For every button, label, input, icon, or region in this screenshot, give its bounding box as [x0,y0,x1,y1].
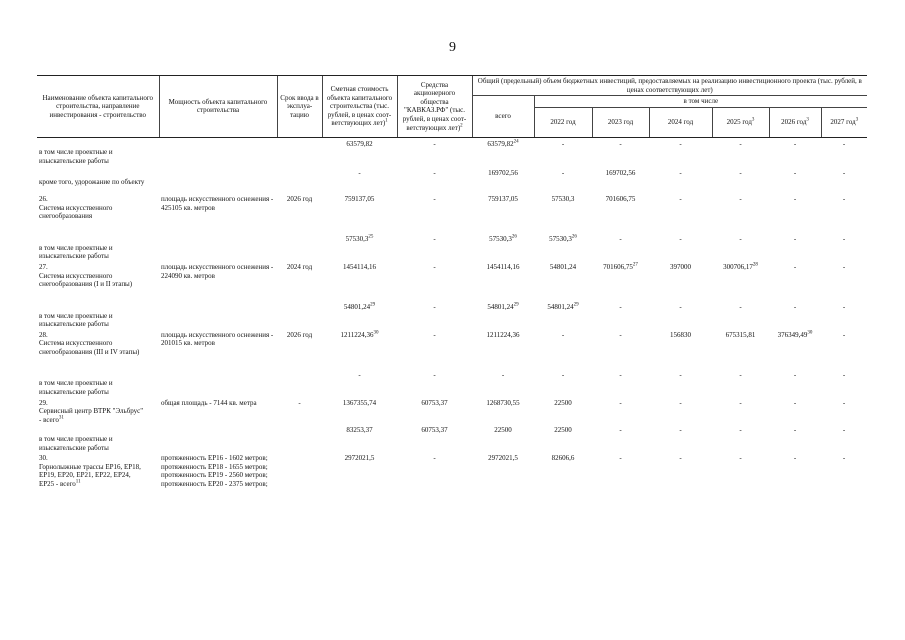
year-value-cell: - [793,370,797,379]
header-budget: Общий (предельный) объем бюджетных инвестиций, предоставляемых на реализацию инвестиционного проекта (тыс. рублей, в ценах соответствующих лет) [472,76,867,96]
table-row [37,424,867,452]
year-value-cell: - [842,454,846,463]
investment-table [37,75,867,532]
year-value-cell: - [739,426,742,435]
year-value-cell: - [739,139,742,148]
year-value-cell: - [739,454,742,463]
table-row [37,233,867,261]
header-year: 2023 год [592,107,649,137]
year-value-cell: - [793,303,797,312]
year-value-cell: - [793,235,797,244]
year-value-cell: - [739,235,742,244]
capacity-cell [159,233,277,261]
object-name: в том числе проектные и изыскательские работы [39,148,113,165]
year-value-cell: - [842,330,846,339]
object-name: 26.Система искусственного снегообразования [39,195,113,221]
table-row [37,369,867,397]
funds-cell: - [433,169,436,178]
cost-cell: 1211224,36$^{30}$ [340,330,379,339]
capacity-cell [159,301,277,329]
year-value-cell: - [842,303,846,312]
cost-cell: 54801,24$^{29}$ [343,302,376,312]
header-year: 2026 год$^3$ [769,107,821,137]
total-cell: 22500 [494,426,512,435]
total-cell: 2972021,5 [488,454,518,463]
total-cell: 1211224,36 [486,330,520,339]
total-cell: 759137,05 [488,195,518,204]
year-value-cell: - [679,195,682,204]
year-value-cell: - [739,169,742,178]
table-row [37,301,867,329]
cost-cell: 1367355,74 [342,398,377,407]
term-cell [277,137,322,167]
object-name: в том числе проектные и изыскательские работы [39,243,113,261]
funds-cell: - [433,139,436,148]
capacity-cell [159,167,277,193]
year-value-cell: - [793,426,797,435]
header-cost: Сметная стоимость объекта капитального строительства (тыс. рублей, в ценах соот-ветствующих лет)$^1$ [322,76,397,138]
total-cell: 1454114,16 [486,263,520,272]
year-value-cell: - [619,426,622,435]
year-value-cell: - [739,303,742,312]
capacity-cell [159,137,277,167]
cost-cell: 83253,37 [346,426,373,435]
year-value-cell: - [842,398,846,407]
object-name: в том числе проектные и изыскательские работы [39,435,113,452]
year-value-cell: - [679,139,682,148]
header-funds: Средства акционерного общества "КАВКАЗ.РФ" (тыс. рублей, в ценах соот-ветствующих лет)$^2$ [397,76,472,138]
term-cell [277,424,322,452]
cost-cell: 2972021,5 [344,454,375,463]
year-value-cell: - [619,330,622,339]
term-cell: - [298,398,301,407]
year-value-cell: 22500 [554,398,572,407]
capacity-cell [159,424,277,452]
object-name: кроме того, удорожание по объекту [39,177,145,186]
header-including: в том числе [534,96,867,108]
year-value-cell: - [842,426,846,435]
funds-cell: 60753,37 [421,398,448,407]
total-cell: 57530,3$^{26}$ [489,234,517,244]
capacity-cell: площадь искусственного оснежения - 224090 кв. метров [161,263,274,280]
year-value-cell: - [842,169,846,178]
year-value-cell: - [842,263,846,272]
year-value-cell: - [619,454,622,463]
table-row [37,261,867,301]
year-value-cell: - [679,398,682,407]
year-value-cell: - [739,195,742,204]
table-row [37,137,867,167]
term-cell [277,301,322,329]
year-value-cell: 701606,75 [605,195,636,204]
object-name: 29.Сервисный центр ВТРК "Эльбрус" - всего$^{31}$ [39,398,144,424]
year-value-cell: 22500 [554,426,572,435]
year-value-cell: - [793,139,797,148]
total-cell: 63579,82$^{24}$ [487,139,519,148]
year-value-cell: 57530,3 [551,195,575,204]
year-value-cell: - [842,235,846,244]
funds-cell: - [433,303,436,312]
term-cell [277,452,322,532]
year-value-cell: 300706,17$^{28}$ [723,262,758,272]
cost-cell: 759137,05 [344,195,375,204]
year-value-cell: - [561,330,565,339]
term-cell: 2026 год [286,330,313,339]
year-value-cell: - [561,370,565,379]
year-value-cell: - [679,169,682,178]
year-value-cell: - [793,398,797,407]
year-value-cell: - [739,370,742,379]
year-value-cell: 376349,49$^{30}$ [777,330,813,339]
header-term: Срок ввода в эксплуа-тацию [277,76,322,138]
year-value-cell: - [679,426,682,435]
year-value-cell: 156830 [670,330,691,339]
year-value-cell: - [679,454,682,463]
year-value-cell: - [793,169,797,178]
year-value-cell: - [619,235,622,244]
object-name: 27.Система искусственного снегообразования (I и II этапы) [39,263,133,289]
funds-cell: - [433,370,436,379]
term-cell [277,167,322,193]
year-value-cell: - [561,169,565,178]
year-value-cell: - [619,139,622,148]
table-body [37,137,867,532]
year-value-cell: - [619,303,622,312]
funds-cell: - [433,195,436,204]
year-value-cell: 169702,56 [605,169,636,178]
year-value-cell: - [793,263,797,272]
cost-cell: 63579,82 [346,139,373,148]
funds-cell: - [433,263,436,272]
header-year: 2024 год [649,107,712,137]
term-cell [277,233,322,261]
year-value-cell: - [793,454,797,463]
term-cell: 2026 год [286,195,313,204]
header-name: Наименование объекта капитального строительства, направление инвестирования - строительство [37,76,159,138]
year-value-cell: - [619,370,622,379]
table-row [37,193,867,233]
table-row [37,452,867,532]
cost-cell: 57530,3$^{25}$ [345,234,374,244]
funds-cell: - [433,330,436,339]
header-year: 2027 год$^3$ [821,107,867,137]
table-row [37,167,867,193]
year-value-cell: - [842,195,846,204]
cost-cell: - [358,169,361,178]
header-capacity: Мощность объекта капитального строительства [159,76,277,138]
header-total: всего [472,96,534,138]
object-name: 28.Система искусственного снегообразования (III и IV этапы) [39,330,140,357]
year-value-cell: - [679,235,682,244]
capacity-cell [159,369,277,397]
table-row [37,329,867,369]
year-value-cell: 57530,3$^{26}$ [549,234,577,244]
year-value-cell: 54801,24 [549,263,577,272]
year-value-cell: - [679,370,682,379]
year-value-cell: - [842,370,846,379]
page-number: 9 [449,40,456,55]
object-name: в том числе проектные и изыскательские работы [39,311,113,329]
capacity-cell: общая площадь - 7144 кв. метра [161,398,257,407]
capacity-cell: протяженность ЕР16 - 1602 метров; протяженность ЕР18 - 1655 метров; протяженность ЕР19 - 2560 метров; протяженность ЕР20 - 2375 метров; [161,454,268,488]
total-cell: 1268730,55 [486,398,520,407]
total-cell: 54801,24$^{29}$ [487,302,519,312]
capacity-cell: площадь искусственного оснежения - 425105 кв. метров [161,195,274,212]
table-row [37,397,867,425]
funds-cell: - [433,454,436,463]
year-value-cell: - [793,195,797,204]
cost-cell: - [358,370,361,379]
year-value-cell: - [739,398,742,407]
year-value-cell: - [619,398,622,407]
funds-cell: - [433,235,436,244]
header-year: 2022 год [534,107,592,137]
total-cell: - [501,370,505,379]
year-value-cell: 54801,24$^{29}$ [547,302,579,312]
header-year: 2025 год$^3$ [712,107,769,137]
table-header [37,76,867,138]
year-value-cell: 701606,75$^{27}$ [603,262,638,272]
funds-cell: 60753,37 [421,426,448,435]
capacity-cell: площадь искусственного оснежения - 201015 кв. метров [161,330,274,348]
year-value-cell: 82606,6 [551,454,575,463]
year-value-cell: - [561,139,565,148]
year-value-cell: - [842,139,846,148]
total-cell: 169702,56 [488,169,518,178]
object-name: 30.Горнолыжные трассы ЕР16, ЕР18, ЕР19, ЕР20, ЕР21, ЕР22, ЕР24, ЕР25 - всего$^{11}$ [39,454,141,488]
year-value-cell: 675315,81 [725,330,756,339]
cost-cell: 1454114,16 [343,263,376,272]
term-cell [277,369,322,397]
year-value-cell: - [679,303,682,312]
year-value-cell: 397000 [670,263,691,272]
object-name: в том числе проектные и изыскательские работы [39,379,113,397]
term-cell: 2024 год [286,263,313,272]
